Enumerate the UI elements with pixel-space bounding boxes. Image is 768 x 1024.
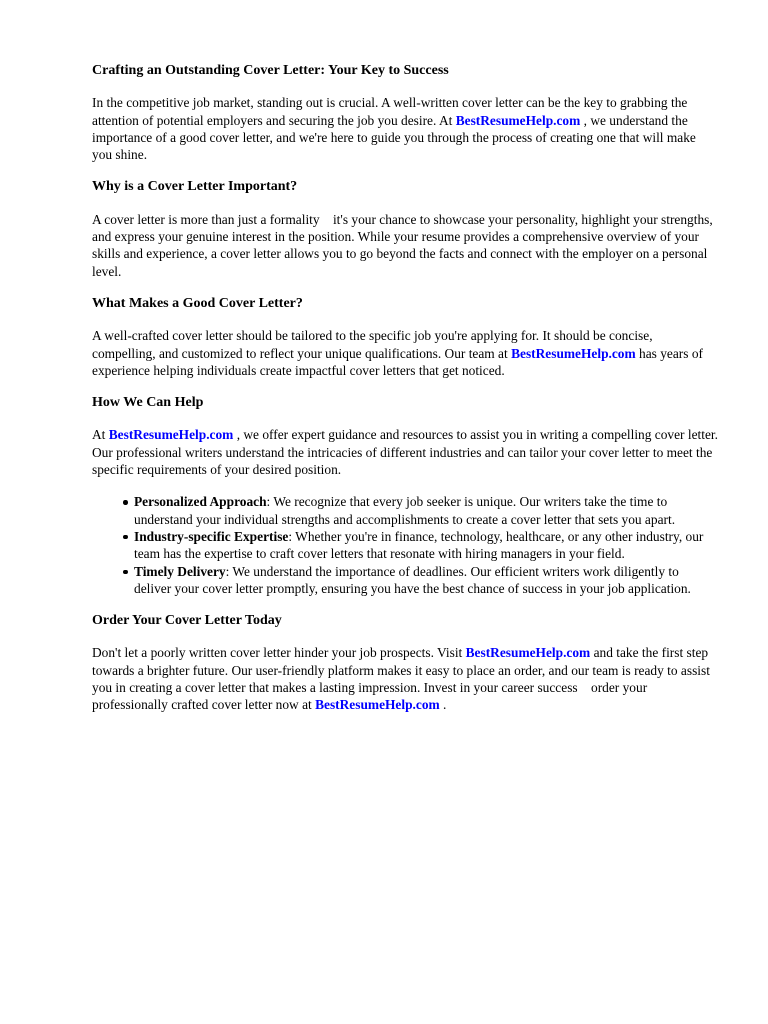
list-item-lead-bold: Timely Delivery (134, 563, 226, 579)
list-item-lead-bold: Personalized Approach (134, 494, 267, 510)
list-item-lead-bold: Industry-specific Expertise (134, 528, 289, 544)
section-heading: How We Can Help (92, 395, 204, 411)
document-body (92, 62, 718, 729)
list-item: Industry-specific Expertise: Whether you're in finance, technology, healthcare, or any other industry, our team has the expertise to craft cover letters that resonate with hiring managers in your field. (134, 528, 718, 563)
paragraph: At BestResumeHelp.com , we offer expert guidance and resources to assist you in writing a compelling cover letter. Our professional writers understand the intricacies of different industries and can tailor your cover letter to meet the specific requirements of your desired position. (92, 427, 718, 478)
document-title: Crafting an Outstanding Cover Letter: Your Key to Success (92, 63, 449, 78)
paragraph: In the competitive job market, standing out is crucial. A well-written cover letter can be the key to grabbing the attention of potential employers and securing the job you desire. At BestResumeHelp.com , we understand the importance of a good cover letter, and we're here to guide you through the process of creating one that will make you shine. (92, 95, 696, 163)
bestresumehelp-link[interactable]: BestResumeHelp.com (465, 645, 591, 661)
feature-list (92, 493, 718, 597)
paragraph: A well-crafted cover letter should be tailored to the specific job you're applying for. It should be concise, compelling, and customized to reflect your unique qualifications. Our team at BestResumeHelp.com has years of experience helping individuals create impactful cover letters that get noticed. (92, 328, 703, 378)
bestresumehelp-link[interactable]: BestResumeHelp.com (511, 345, 636, 361)
section-heading: What Makes a Good Cover Letter? (92, 295, 303, 311)
section-heading: Order Your Cover Letter Today (92, 613, 282, 629)
paragraph: Don't let a poorly written cover letter hinder your job prospects. Visit BestResumeHelp.com and take the first step towards a brighter future. Our user-friendly platform makes it easy to place an order, and our team is ready to assist you in creating a cover letter that makes a lasting impression. Invest in your career success order your professionally crafted cover letter now at BestResumeHelp.com . (92, 645, 710, 713)
list-item: Timely Delivery: We understand the importance of deadlines. Our efficient writers work diligently to deliver your cover letter promptly, ensuring you have the best chance of success in your job application. (134, 563, 718, 598)
section-heading: Why is a Cover Letter Important? (92, 179, 298, 195)
bestresumehelp-link[interactable]: BestResumeHelp.com (315, 697, 440, 713)
paragraph: A cover letter is more than just a formality it's your chance to showcase your personality, highlight your strengths, and express your genuine interest in the position. While your resume provides a comprehensive overview of your skills and experience, a cover letter allows you to go beyond the facts and connect with the employer on a personal level. (92, 211, 713, 279)
bestresumehelp-link[interactable]: BestResumeHelp.com (455, 112, 581, 128)
list-item: Personalized Approach: We recognize that every job seeker is unique. Our writers take the time to understand your individual strengths and accomplishments to create a cover letter that sets you apart. (134, 493, 718, 528)
bestresumehelp-link[interactable]: BestResumeHelp.com (108, 427, 234, 443)
